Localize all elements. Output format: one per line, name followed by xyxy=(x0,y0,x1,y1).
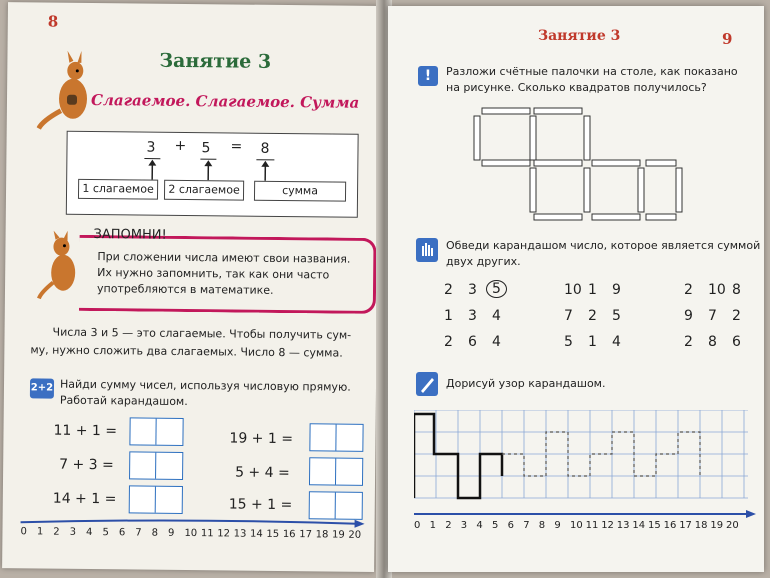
number-line-tick-label: 9 xyxy=(168,527,175,539)
number-cell[interactable]: 4 xyxy=(612,334,621,350)
number-line-tick-label: 10 xyxy=(184,527,198,540)
task2-line-2: двух других. xyxy=(446,255,521,268)
task-line-1: Найди сумму чисел, используя числовую прямую. xyxy=(59,377,351,394)
number-cell[interactable]: 4 xyxy=(492,308,501,324)
number-line-tick-label: 14 xyxy=(249,528,263,540)
number-cell[interactable]: 3 xyxy=(468,282,477,298)
number-groups xyxy=(388,276,764,356)
number-line-tick-label: 15 xyxy=(266,528,280,540)
left-page xyxy=(2,2,380,572)
number-cell[interactable]: 5 xyxy=(612,308,621,324)
number-cell[interactable]: 2 xyxy=(684,282,693,298)
answer-cell[interactable] xyxy=(309,457,363,486)
number-cell[interactable]: 5 xyxy=(564,334,573,350)
plus-sign: + xyxy=(174,137,187,154)
number-line-tick-label: 14 xyxy=(632,520,646,531)
answer-cell[interactable] xyxy=(129,485,183,514)
answer-cell[interactable] xyxy=(129,451,183,480)
number-line-tick-label: 8 xyxy=(151,527,159,539)
remember-line-3: употребляются в математике. xyxy=(96,282,274,297)
task1-line-2: на рисунке. Сколько квадратов получилось? xyxy=(446,81,707,94)
answer-cell[interactable] xyxy=(309,423,363,452)
exercise-2: 7 + 3 = xyxy=(59,456,114,474)
lesson-subtitle: Слагаемое. Слагаемое. Сумма xyxy=(90,90,360,112)
number-line-tick-label: 18 xyxy=(694,520,708,531)
hand-icon xyxy=(416,238,438,262)
number-line-tick-label: 6 xyxy=(118,527,126,539)
number-line-tick-label: 19 xyxy=(710,520,724,531)
number-line-tick-label: 10 xyxy=(570,520,583,531)
number-cell[interactable]: 8 xyxy=(708,334,717,350)
number-line-tick-label: 4 xyxy=(86,526,93,539)
task2-line-1: Обведи карандашом число, которое является суммой xyxy=(446,239,761,252)
explain-line-2: му, нужно сложить два слагаемых. Число 8 — сумма. xyxy=(30,343,343,360)
number-line-tick-label: 7 xyxy=(523,520,530,531)
addend-1: 3 xyxy=(146,139,156,156)
task3-line: Дорисуй узор карандашом. xyxy=(446,377,606,390)
number-line-tick-label: 6 xyxy=(507,520,514,531)
number-cell[interactable]: 1 xyxy=(588,334,597,350)
number-line-tick-label: 12 xyxy=(217,528,231,540)
number-line-tick-label: 5 xyxy=(102,527,109,539)
equals-sign: = xyxy=(230,138,243,155)
number-line xyxy=(414,520,739,536)
remember-line-2: Их нужно запомнить, так как они часто xyxy=(97,266,330,282)
number-cell[interactable]: 10 xyxy=(564,282,582,298)
number-line-tick-label: 0 xyxy=(20,526,27,538)
number-line-tick-label: 20 xyxy=(348,529,362,541)
number-line-tick-label: 3 xyxy=(460,520,468,531)
pencil-icon xyxy=(416,372,438,396)
exercise-6: 15 + 1 = xyxy=(228,496,293,514)
kangaroo-icon xyxy=(37,50,100,131)
number-cell[interactable]: 2 xyxy=(444,334,453,350)
number-cell[interactable]: 9 xyxy=(612,282,621,298)
number-line-tick-label: 2 xyxy=(53,526,60,538)
page-header: Занятие 3 xyxy=(538,28,621,44)
sticks-figure xyxy=(472,106,692,226)
number-line-tick-label: 17 xyxy=(299,529,313,541)
number-cell[interactable]: 10 xyxy=(708,282,726,298)
number-line-tick-label: 15 xyxy=(648,520,661,531)
number-cell[interactable]: 6 xyxy=(732,334,741,350)
explain-line-1: Числа 3 и 5 — это слагаемые. Чтобы получить сум- xyxy=(52,325,352,342)
number-line-tick-label: 4 xyxy=(476,520,483,531)
label-addend-2: 2 слагаемое xyxy=(164,180,244,201)
number-line-tick-label: 7 xyxy=(135,527,142,539)
number-line-tick-label: 12 xyxy=(601,520,614,531)
number-cell[interactable]: 2 xyxy=(732,308,741,324)
number-line-tick-label: 20 xyxy=(726,520,739,531)
number-cell[interactable]: 8 xyxy=(732,282,741,298)
lesson-title: Занятие 3 xyxy=(159,49,272,73)
number-cell[interactable]: 7 xyxy=(708,308,717,324)
number-line-tick-label: 1 xyxy=(429,520,436,531)
task-line-2: Работай карандашом. xyxy=(59,393,188,409)
number-cell[interactable]: 2 xyxy=(444,282,453,298)
exclamation-icon: ! xyxy=(418,66,438,86)
number-line-tick-label: 18 xyxy=(315,529,329,541)
number-line-tick-label: 9 xyxy=(554,520,561,531)
circled-number[interactable]: 5 xyxy=(486,280,507,298)
number-cell[interactable]: 3 xyxy=(468,308,477,324)
number-cell[interactable]: 2 xyxy=(588,308,597,324)
number-line-tick-label: 1 xyxy=(36,526,44,538)
number-line-tick-label: 16 xyxy=(663,520,677,531)
exercise-4: 19 + 1 = xyxy=(229,430,294,448)
number-line-tick-label: 11 xyxy=(200,528,214,540)
answer-cell[interactable] xyxy=(309,491,363,520)
number-line-tick-label: 13 xyxy=(233,528,247,540)
right-page xyxy=(388,6,764,572)
page-number: 8 xyxy=(47,12,59,31)
arrows xyxy=(66,131,357,216)
remember-line-1: При сложении числа имеют свои названия. xyxy=(97,250,351,266)
number-cell[interactable]: 9 xyxy=(684,308,693,324)
exercise-3: 14 + 1 = xyxy=(52,490,117,508)
number-line-tick-label: 16 xyxy=(282,529,296,541)
label-sum: сумма xyxy=(254,181,346,202)
remember-heading: ЗАПОМНИ! xyxy=(93,227,167,243)
exercise-5: 5 + 4 = xyxy=(235,464,290,482)
number-line-tick-label: 17 xyxy=(679,520,692,531)
number-cell[interactable]: 6 xyxy=(468,334,477,350)
number-cell[interactable]: 2 xyxy=(684,334,693,350)
addend-2: 5 xyxy=(201,140,211,157)
number-line-tick-label: 11 xyxy=(585,520,599,531)
label-addend-1: 1 слагаемое xyxy=(78,179,158,200)
number-line-tick-label: 3 xyxy=(69,526,77,538)
number-line-tick-label: 19 xyxy=(331,529,345,541)
number-cell[interactable]: 4 xyxy=(492,334,501,350)
number-cell[interactable]: 1 xyxy=(444,308,453,324)
number-line-tick-label: 0 xyxy=(414,520,421,531)
number-line-tick-label: 5 xyxy=(492,520,499,531)
answer-cell[interactable] xyxy=(129,417,183,446)
number-line-tick-label: 13 xyxy=(616,520,630,531)
number-line xyxy=(20,526,360,546)
number-line-axis xyxy=(410,508,760,520)
exercise-1: 11 + 1 = xyxy=(53,422,118,440)
pattern-grid[interactable] xyxy=(414,410,754,502)
page-number: 9 xyxy=(722,30,733,48)
addition-icon: 2+2 xyxy=(30,378,54,398)
number-line-tick-label: 2 xyxy=(445,520,452,531)
number-cell[interactable]: 1 xyxy=(588,282,597,298)
sum-value: 8 xyxy=(260,140,270,157)
task1-line-1: Разложи счётные палочки на столе, как показано xyxy=(446,65,738,78)
number-line-tick-label: 8 xyxy=(538,520,546,531)
number-cell[interactable]: 7 xyxy=(564,308,573,324)
